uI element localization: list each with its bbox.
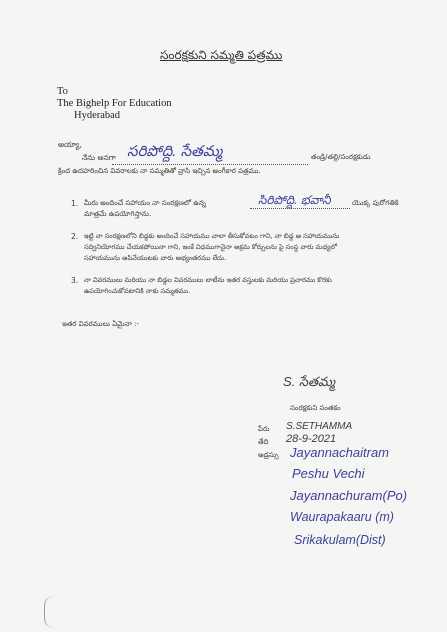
signature-label: సంరక్షకుని సంతకం	[290, 404, 341, 412]
point-3-number: 3.	[71, 276, 79, 285]
address-line-1: Jayannachaitram	[290, 445, 389, 460]
point-2-line-3: సహాయమును ఆపివేయుటకు వారు అభ్యంతరము లేదు.	[84, 254, 227, 262]
recipient-city: Hyderabad	[74, 110, 121, 121]
name-line-suffix: తండ్రి/తల్లి/సంరక్షకుడు	[311, 153, 371, 161]
point-1-number: 1.	[71, 199, 79, 208]
salutation: అయ్యా,	[58, 140, 82, 149]
recipient-to: To	[57, 86, 68, 97]
point-2-line-1: ఇట్టి నా సంరక్షణలోని బిడ్డకు అందించే సహాయము చాలా తీసుకోవటం గాని, నా బిడ్డ ఆ సహాయమును	[84, 232, 340, 240]
address-field-label: అడ్రస్సు	[258, 451, 279, 459]
address-line-3: Jayannachuram(Po)	[290, 488, 408, 503]
date-field-label: తేది	[258, 438, 269, 446]
document-title: సంరక్షకుని సమ్మతి పత్రము	[160, 48, 283, 62]
guardian-signature: S. సేతమ్మ	[283, 374, 335, 389]
name-field-label: పేరు	[258, 425, 270, 433]
name-field-value: S.SETHAMMA	[286, 421, 353, 432]
point-3-line-2: ఉపయోగించుకోవటానికి నాకు సమ్మతము.	[84, 287, 191, 295]
point-1-text-end: యొక్క పురోగతికి	[352, 199, 399, 207]
address-line-2: Peshu Vechi	[292, 466, 365, 481]
point-1-line-2: మాత్రమే ఉపయోగిస్తాను.	[84, 210, 152, 218]
guardian-name-handwritten: సరిపోద్ది. సేతమ్మ	[127, 143, 223, 160]
other-details-label: ఇతర వివరములు ఏమైనా :-	[62, 320, 139, 328]
recipient-organization: The Bighelp For Education	[57, 98, 172, 109]
margin-pen-mark	[44, 596, 55, 628]
point-3-line-1: నా వివరములు మరియు నా బిడ్డల వివరములు లాటీను ఇతర వస్తులకు మరియు ప్రచారము కొరకు	[84, 276, 332, 284]
date-field-value: 28-9-2021	[286, 433, 337, 445]
address-line-4: Waurapakaaru (m)	[290, 510, 394, 524]
name-line-prefix: నేను అనగా	[82, 153, 116, 162]
point-2-line-2: సద్వినియోగము చేయకపోయినా గాని, ఇంకే విధముగానైనా అక్రమ కోర్చులను పై సంస్థ వారు మధ్యలో	[84, 243, 338, 251]
child-name-handwritten: సిరిపోద్ది. భవానీ	[258, 193, 331, 207]
point-1-text-start: మీరు అందించే సహాయం నా సంరక్షణలో ఉన్న	[84, 199, 206, 207]
point-2-number: 2.	[71, 232, 79, 241]
name-dotted-line	[112, 164, 308, 165]
intro-line: క్రింద ఉదహరించిన వివరాలకు నా సమ్మతితో వ్రాసి ఇచ్చిన అంగీకార పత్రము.	[58, 167, 261, 175]
address-line-5: Srikakulam(Dist)	[294, 533, 386, 547]
